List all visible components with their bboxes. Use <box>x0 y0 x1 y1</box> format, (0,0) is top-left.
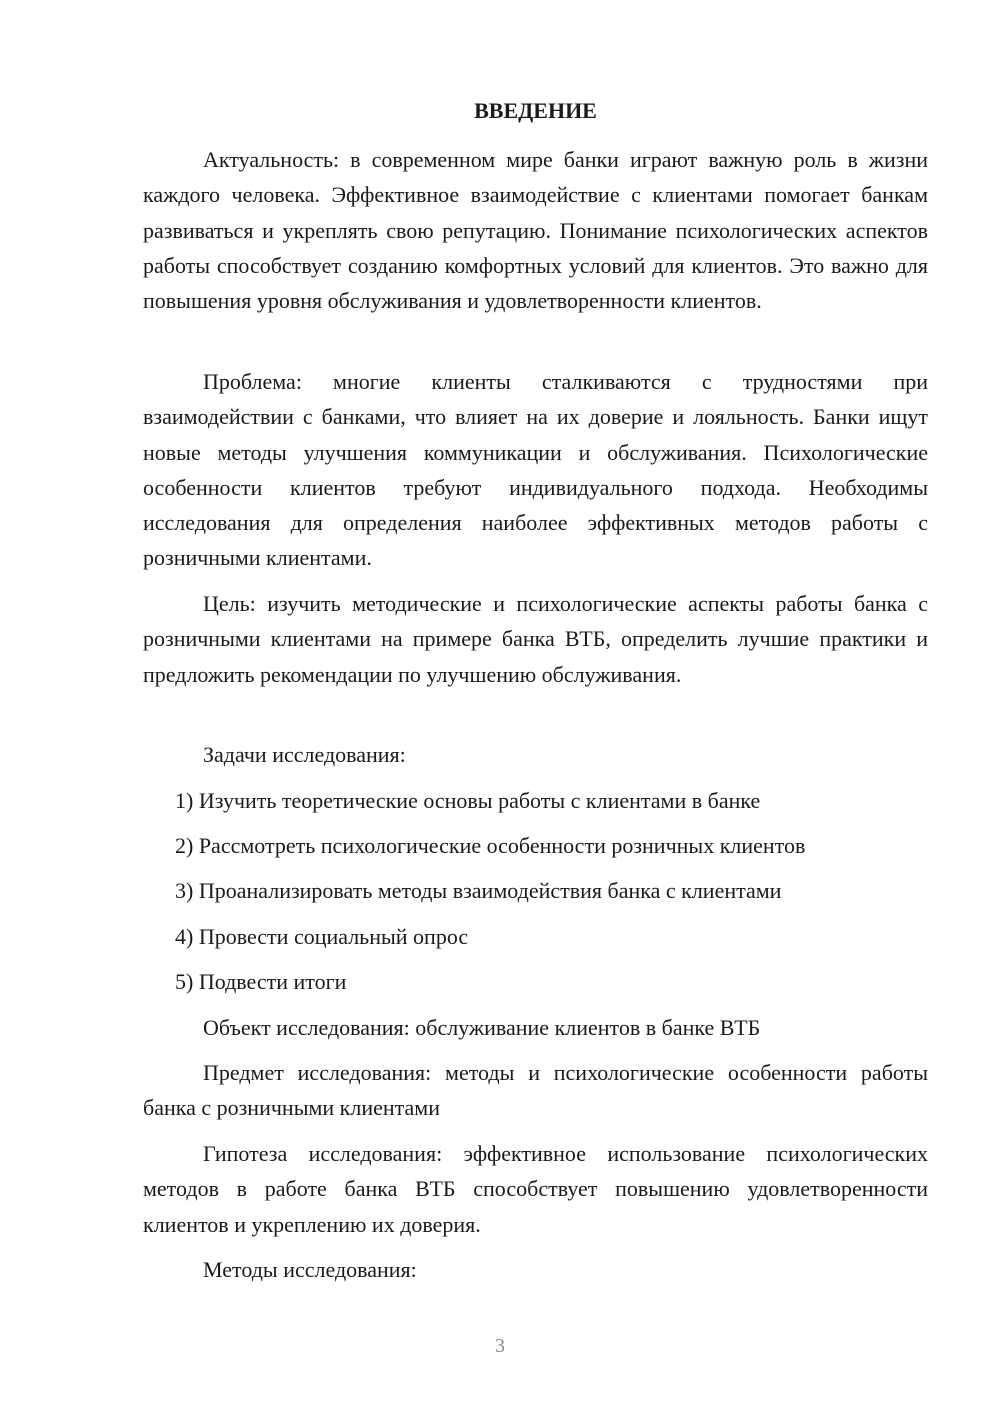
paragraph-goal: Цель: изучить методические и психологические аспекты работы банка с розничными клиентами на примере банка ВТБ, определить лучшие практики и предложить рекомендации по улучшению обслуживания. <box>143 591 928 687</box>
paragraph-object: Объект исследования: обслуживание клиентов в банке ВТБ <box>203 1015 761 1040</box>
task-list-item: 1) Изучить теоретические основы работы с клиентами в банке <box>175 788 761 813</box>
paragraph-methods-title: Методы исследования: <box>203 1257 417 1282</box>
section-heading: ВВЕДЕНИЕ <box>474 98 597 123</box>
paragraph-problem: Проблема: многие клиенты сталкиваются с трудностями при взаимодействии с банками, что влияет на их доверие и лояльность. Банки ищут новые методы улучшения коммуникации и обслуживания. Психологические особенности клиентов требуют индивидуального подхода. Необходимы исследования для определения наиболее эффективных методов работы с розничными клиентами. <box>143 369 928 571</box>
task-list-item: 3) Проанализировать методы взаимодействия банка с клиентами <box>175 878 782 903</box>
task-list-item: 2) Рассмотреть психологические особенности розничных клиентов <box>175 833 806 858</box>
paragraph-tasks-title: Задачи исследования: <box>203 742 406 767</box>
paragraph-hypothesis: Гипотеза исследования: эффективное использование психологических методов в работе банка ВТБ способствует повышению удовлетворенности клиентов и укреплению их доверия. <box>143 1141 928 1237</box>
paragraph-relevance: Актуальность: в современном мире банки играют важную роль в жизни каждого человека. Эффективное взаимодействие с клиентами помогает банкам развиваться и укреплять свою репутацию. Понимание психологических аспектов работы способствует созданию комфортных условий для клиентов. Это важно для повышения уровня обслуживания и удовлетворенности клиентов. <box>143 147 928 314</box>
task-list-item: 5) Подвести итоги <box>175 969 347 994</box>
paragraph-subject: Предмет исследования: методы и психологические особенности работы банка с розничными клиентами <box>143 1060 928 1121</box>
task-list-item: 4) Провести социальный опрос <box>175 924 469 949</box>
page-number: 3 <box>495 1335 505 1357</box>
